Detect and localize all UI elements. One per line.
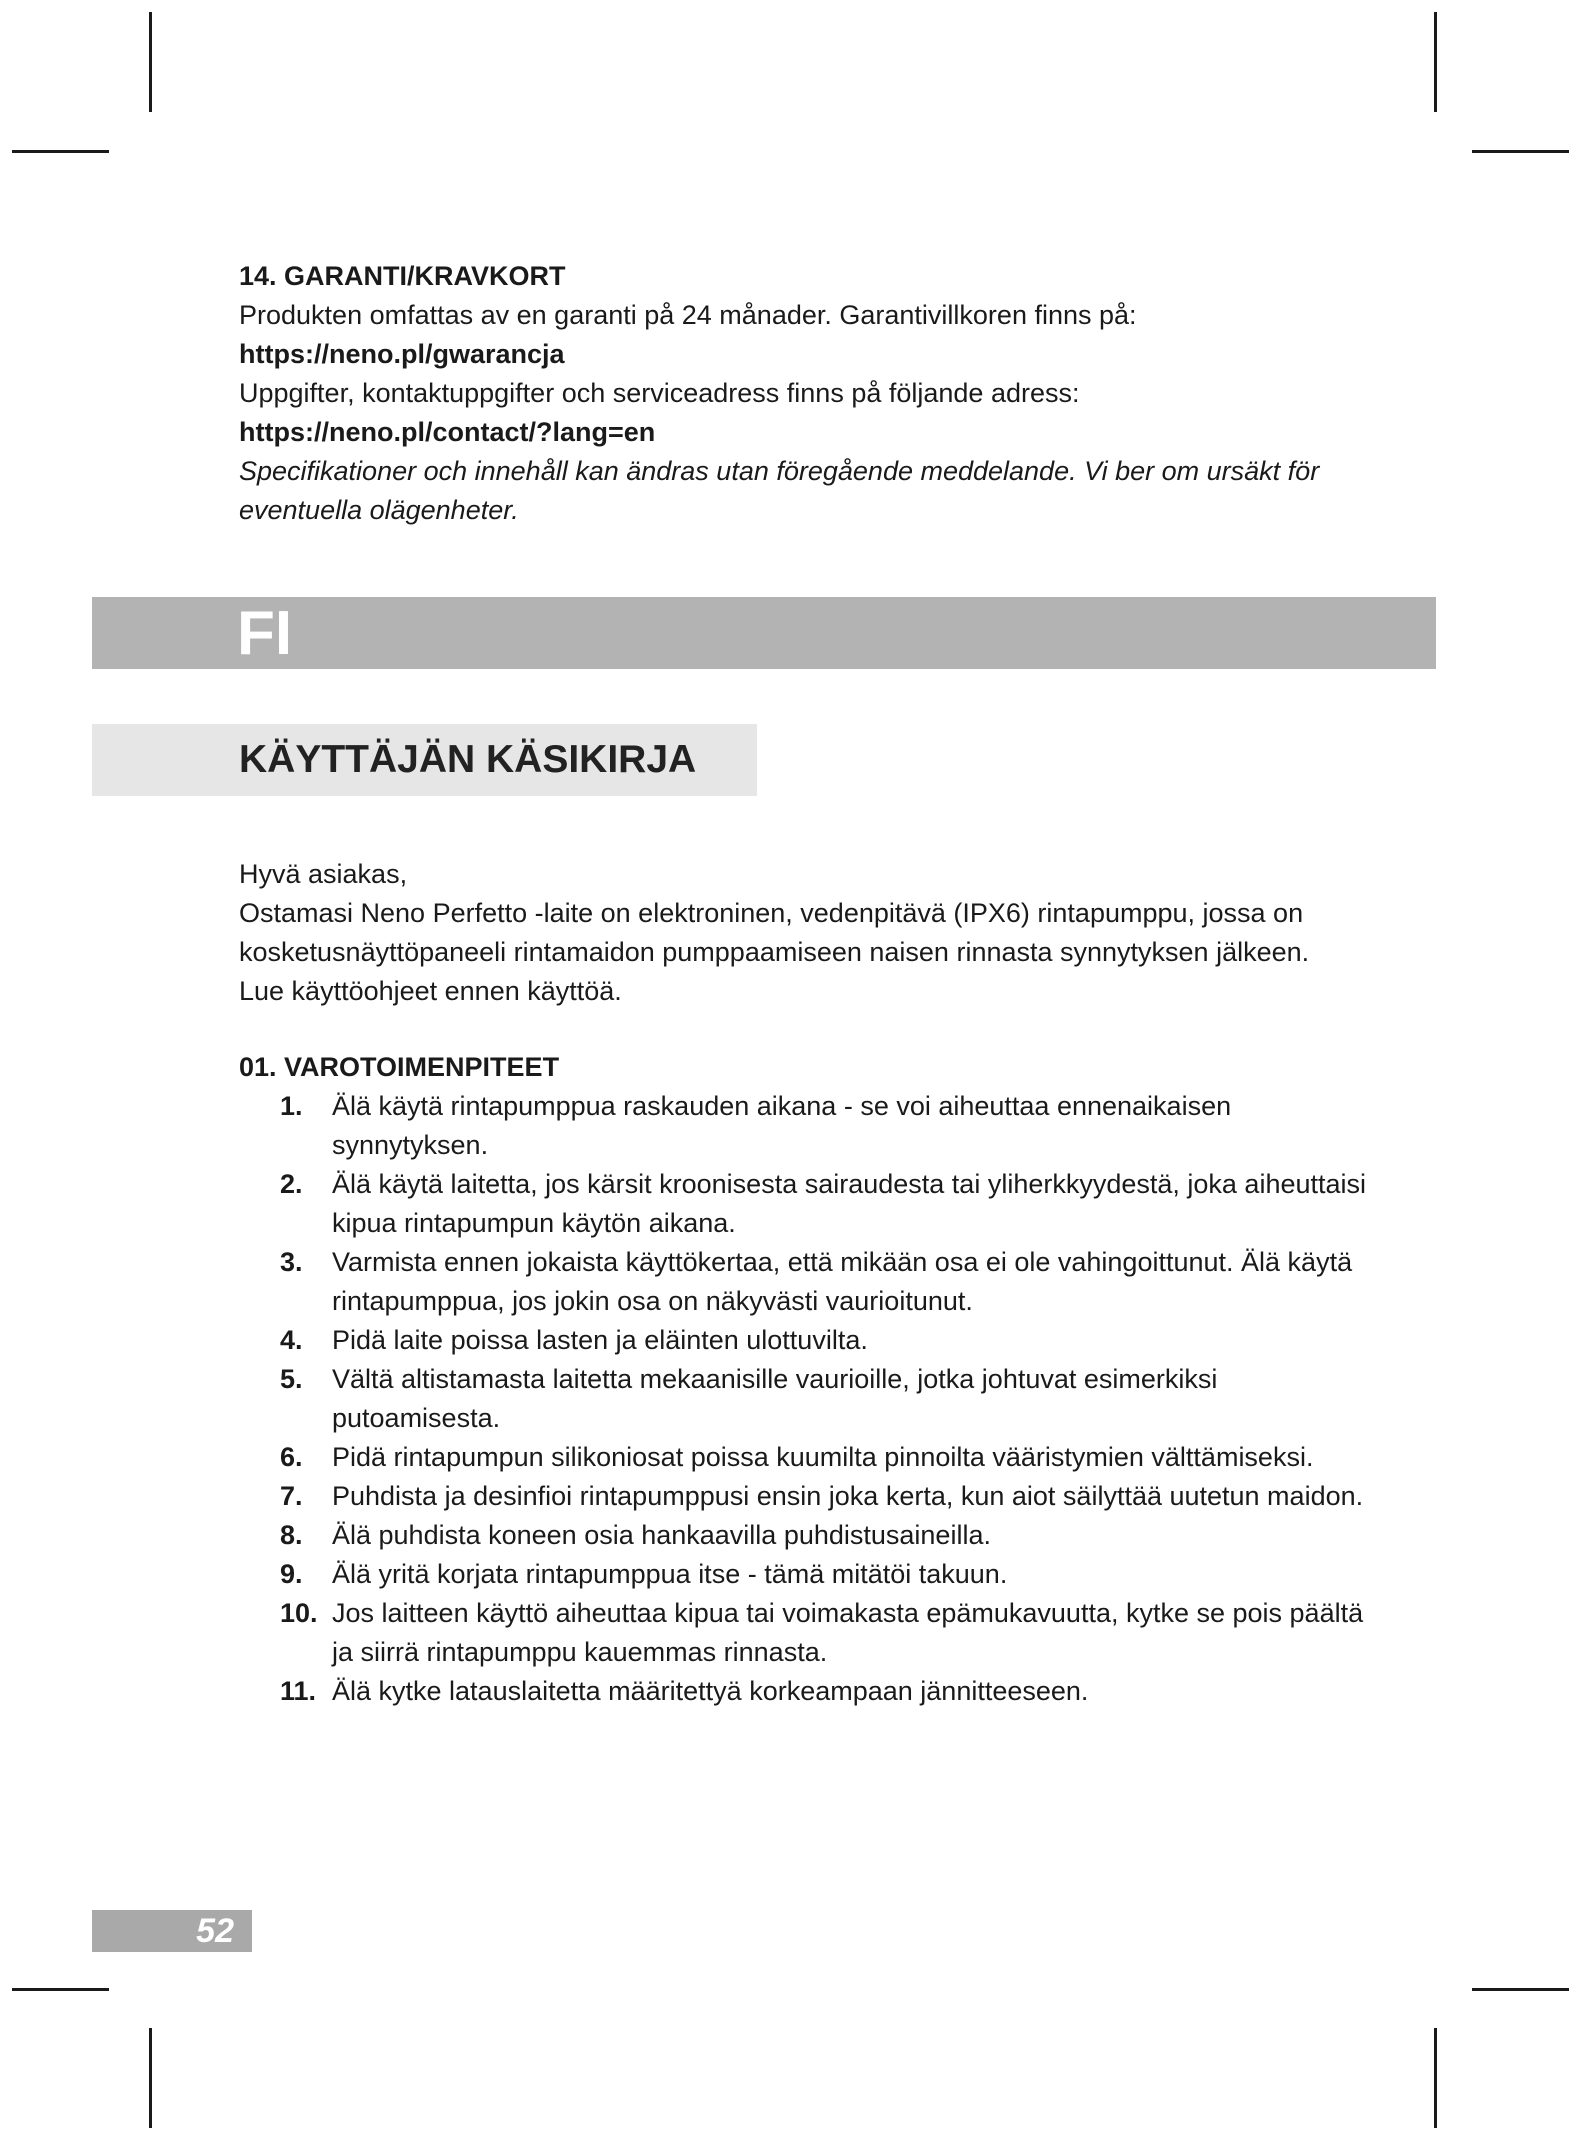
language-code: FI (237, 599, 293, 668)
intro-greeting: Hyvä asiakas, (239, 859, 408, 889)
list-item (280, 1477, 1380, 1516)
manual-title: KÄYTTÄJÄN KÄSIKIRJA (239, 738, 697, 781)
item-text: Älä kytke latauslaitetta määritettyä korkeampaan jännitteeseen. (332, 1676, 1089, 1706)
list-item (280, 1360, 1380, 1438)
list-item (280, 1555, 1380, 1594)
item-text: Älä yritä korjata rintapumppua itse - tämä mitätöi takuun. (332, 1559, 1008, 1589)
crop-mark (149, 12, 152, 112)
item-text: Jos laitteen käyttö aiheuttaa kipua tai voimakasta epämukavuutta, kytke se pois päältä ja siirrä rintapumppu kauemmas rinnasta. (332, 1598, 1364, 1667)
item-number: 10. (280, 1598, 318, 1628)
item-number: 8. (280, 1520, 303, 1550)
list-item (280, 1243, 1380, 1321)
warranty-link[interactable]: https://neno.pl/gwarancja (239, 339, 565, 369)
crop-mark (149, 2028, 152, 2128)
list-item (280, 1594, 1380, 1672)
precautions-list (280, 1087, 1380, 1711)
crop-mark (12, 150, 109, 153)
crop-mark (12, 1988, 109, 1991)
item-text: Puhdista ja desinfioi rintapumppusi ensin joka kerta, kun aiot säilyttää uutetun maidon. (332, 1481, 1364, 1511)
item-text: Pidä rintapumpun silikoniosat poissa kuumilta pinnoilta vääristymien välttämiseksi. (332, 1442, 1314, 1472)
sv-warranty-line2: Uppgifter, kontaktuppgifter och serviceadress finns på följande adress: (239, 378, 1080, 408)
contact-link[interactable]: https://neno.pl/contact/?lang=en (239, 417, 656, 447)
intro-section (239, 855, 1359, 1011)
list-item (280, 1438, 1380, 1477)
item-number: 6. (280, 1442, 303, 1472)
item-text: Älä käytä laitetta, jos kärsit kroonisesta sairaudesta tai yliherkkyydestä, joka aiheuttaisi kipua rintapumpun käytön aikana. (332, 1169, 1367, 1238)
list-item (280, 1087, 1380, 1165)
item-number: 5. (280, 1364, 303, 1394)
sv-warranty-note: Specifikationer och innehåll kan ändras utan föregående meddelande. Vi ber om ursäkt för eventuella olägenheter. (239, 456, 1320, 525)
crop-mark (1472, 150, 1569, 153)
item-number: 7. (280, 1481, 303, 1511)
page-number: 52 (196, 1912, 234, 1950)
item-number: 3. (280, 1247, 303, 1277)
item-text: Älä puhdista koneen osia hankaavilla puhdistusaineilla. (332, 1520, 991, 1550)
crop-mark (1434, 2028, 1437, 2128)
item-number: 1. (280, 1091, 303, 1121)
list-item (280, 1516, 1380, 1555)
intro-body: Ostamasi Neno Perfetto -laite on elektroninen, vedenpitävä (IPX6) rintapumppu, jossa on kosketusnäyttöpaneeli rintamaidon pumppaamiseen naisen rinnasta synnytyksen jälkeen. Lue käyttöohjeet ennen käyttöä. (239, 898, 1310, 1006)
item-text: Vältä altistamasta laitetta mekaanisille vaurioille, jotka johtuvat esimerkiksi putoamisesta. (332, 1364, 1218, 1433)
item-text: Pidä laite poissa lasten ja eläinten ulottuvilta. (332, 1325, 868, 1355)
item-text: Varmista ennen jokaista käyttökertaa, että mikään osa ei ole vahingoittunut. Älä käytä rintapumppua, jos jokin osa on näkyvästi vaurioitunut. (332, 1247, 1353, 1316)
crop-mark (1434, 12, 1437, 112)
sv-warranty-line1: Produkten omfattas av en garanti på 24 månader. Garantivillkoren finns på: (239, 300, 1137, 330)
list-item (280, 1165, 1380, 1243)
item-number: 4. (280, 1325, 303, 1355)
item-number: 9. (280, 1559, 303, 1589)
page-number-box (92, 1910, 252, 1952)
crop-mark (1472, 1988, 1569, 1991)
precautions-heading: 01. VAROTOIMENPITEET (239, 1052, 560, 1082)
list-item (280, 1672, 1380, 1711)
item-number: 11. (280, 1676, 317, 1706)
sv-warranty-section (239, 257, 1359, 530)
item-text: Älä käytä rintapumppua raskauden aikana - se voi aiheuttaa ennenaikaisen synnytyksen. (332, 1091, 1232, 1160)
sv-warranty-heading: 14. GARANTI/KRAVKORT (239, 261, 566, 291)
item-number: 2. (280, 1169, 303, 1199)
list-item (280, 1321, 1380, 1360)
language-banner (92, 597, 1436, 669)
